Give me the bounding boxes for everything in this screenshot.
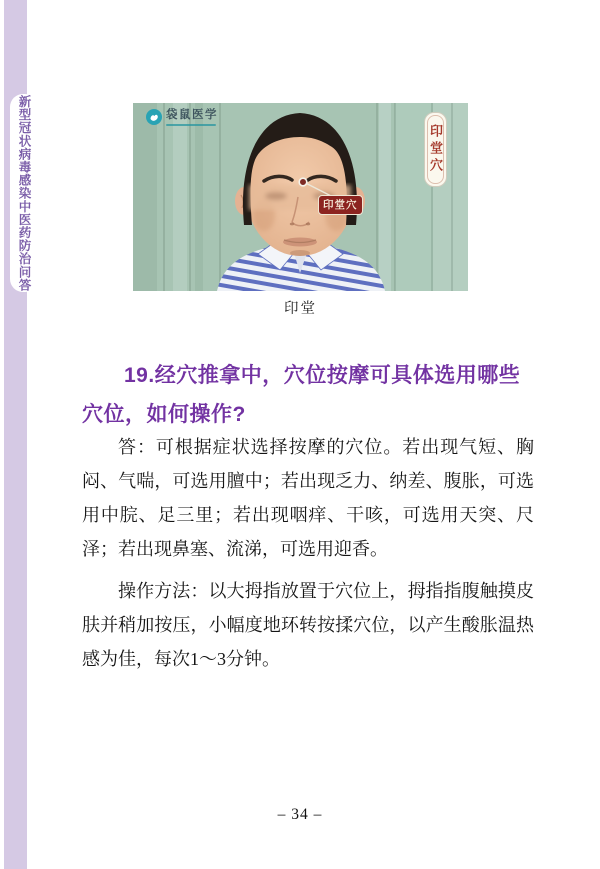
acupoint-marker-icon	[299, 178, 307, 186]
answer-paragraph-1: 答：可根据症状选择按摩的穴位。若出现气短、胸闷、气喘，可选用膻中；若出现乏力、纳差、腹胀，可选用中脘、足三里；若出现咽痒、干咳，可选用天突、尺泽；若出现鼻塞、流涕，可选用迎香。	[82, 437, 534, 559]
video-logo	[146, 109, 218, 126]
book-title-vertical: 新型冠状病毒感染中医药防治问答	[17, 94, 31, 292]
sidebar-title-tag	[10, 94, 38, 292]
acupoint-corner-tag	[424, 112, 447, 187]
acupoint-photo-illustration	[133, 103, 468, 291]
corner-tag-border	[427, 115, 444, 184]
logo-text: 袋鼠医学	[166, 109, 218, 121]
logo-icon	[146, 109, 162, 125]
figure-caption: 印堂	[284, 301, 317, 317]
logo-tagline-decoration	[166, 124, 216, 126]
corner-tag-label: 印堂穴	[428, 124, 443, 175]
page-number: – 34 –	[277, 806, 323, 823]
answer-paragraph-2: 操作方法：以大拇指放置于穴位上，拇指指腹触摸皮肤并稍加按压，小幅度地环转按揉穴位，以产生酸胀温热感为佳，每次1～3分钟。	[82, 581, 534, 669]
question-heading: 19.经穴推拿中，穴位按摩可具体选用哪些穴位，如何操作?	[82, 364, 521, 426]
acupoint-label: 印堂穴	[318, 195, 363, 215]
acupoint-photo	[133, 103, 468, 291]
